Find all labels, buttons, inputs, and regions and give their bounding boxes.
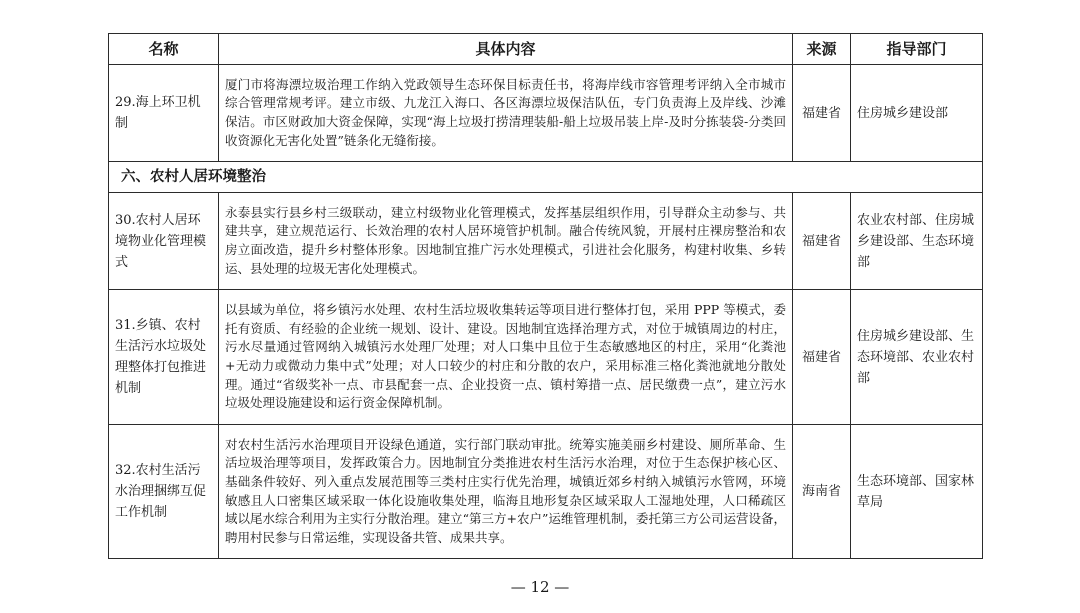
section-row bbox=[109, 162, 983, 193]
table-row bbox=[109, 193, 983, 290]
row-name: 30.农村人居环境物业化管理模式 bbox=[109, 193, 219, 290]
row-name: 32.农村生活污水治理捆绑互促工作机制 bbox=[109, 425, 219, 559]
row-name: 29.海上环卫机制 bbox=[109, 65, 219, 162]
row-source: 福建省 bbox=[793, 65, 851, 162]
row-name: 31.乡镇、农村生活污水垃圾处理整体打包推进机制 bbox=[109, 290, 219, 425]
row-dept: 农业农村部、住房城乡建设部、生态环境部 bbox=[851, 193, 983, 290]
header-name: 名称 bbox=[109, 34, 219, 65]
table-header-row bbox=[109, 34, 983, 65]
row-content: 对农村生活污水治理项目开设绿色通道，实行部门联动审批。统筹实施美丽乡村建设、厕所革命、生活垃圾治理等项目，发挥政策合力。因地制宜分类推进农村生活污水治理，对位于生态保护核心区、基础条件较好、列入重点发展范围等三类村庄实行优先治理，城镇近郊乡村纳入城镇污水管网，环境敏感且人口密集区域采取一体化设施收集处理，临海且地形复杂区域采取人工湿地处理，人口稀疏区域以尾水综合利用为主实行分散治理。建立“第三方+农户”运维管理机制，委托第三方公司运营设备，聘用村民参与日常运维，实现设备共管、成果共享。 bbox=[219, 425, 793, 559]
row-source: 福建省 bbox=[793, 193, 851, 290]
header-source: 来源 bbox=[793, 34, 851, 65]
row-content: 以县域为单位，将乡镇污水处理、农村生活垃圾收集转运等项目进行整体打包，采用 PPP 等模式，委托有资质、有经验的企业统一规划、设计、建设。因地制宜选择治理方式，对位于城镇周边的村庄，污水尽量通过管网纳入城镇污水处理厂处理；对人口集中且位于生态敏感地区的村庄，采用“化粪池+无动力或微动力集中式”处理；对人口较少的村庄和分散的农户，采用标准三格化粪池就地分散处理。通过“省级奖补一点、市县配套一点、企业投资一点、镇村筹措一点、居民缴费一点”，建立污水垃圾处理设施建设和运行资金保障机制。 bbox=[219, 290, 793, 425]
row-source: 福建省 bbox=[793, 290, 851, 425]
row-source: 海南省 bbox=[793, 425, 851, 559]
header-dept: 指导部门 bbox=[851, 34, 983, 65]
row-dept: 住房城乡建设部 bbox=[851, 65, 983, 162]
row-content: 厦门市将海漂垃圾治理工作纳入党政领导生态环保目标责任书，将海岸线市容管理考评纳入全市城市综合管理常规考评。建立市级、九龙江入海口、各区海漂垃圾保洁队伍，专门负责海上及岸线、沙滩保洁。市区财政加大资金保障，实现“海上垃圾打捞清理装船-船上垃圾吊装上岸-及时分拣装袋-分类回收资源化无害化处置”链条化无缝衔接。 bbox=[219, 65, 793, 162]
table-row bbox=[109, 290, 983, 425]
page-number: — 12 — bbox=[510, 578, 570, 596]
header-content: 具体内容 bbox=[219, 34, 793, 65]
table-row bbox=[109, 65, 983, 162]
row-dept: 生态环境部、国家林草局 bbox=[851, 425, 983, 559]
table-row bbox=[109, 425, 983, 559]
row-dept: 住房城乡建设部、生态环境部、农业农村部 bbox=[851, 290, 983, 425]
section-title: 六、农村人居环境整治 bbox=[109, 162, 983, 193]
policy-table bbox=[108, 33, 983, 559]
row-content: 永泰县实行县乡村三级联动，建立村级物业化管理模式，发挥基层组织作用，引导群众主动参与、共建共享，建立规范运行、长效治理的农村人居环境管护机制。融合传统风貌，开展村庄裸房整治和农房立面改造，提升乡村整体形象。因地制宜推广污水处理模式，引进社会化服务，构建村收集、乡转运、县处理的垃圾无害化处理模式。 bbox=[219, 193, 793, 290]
